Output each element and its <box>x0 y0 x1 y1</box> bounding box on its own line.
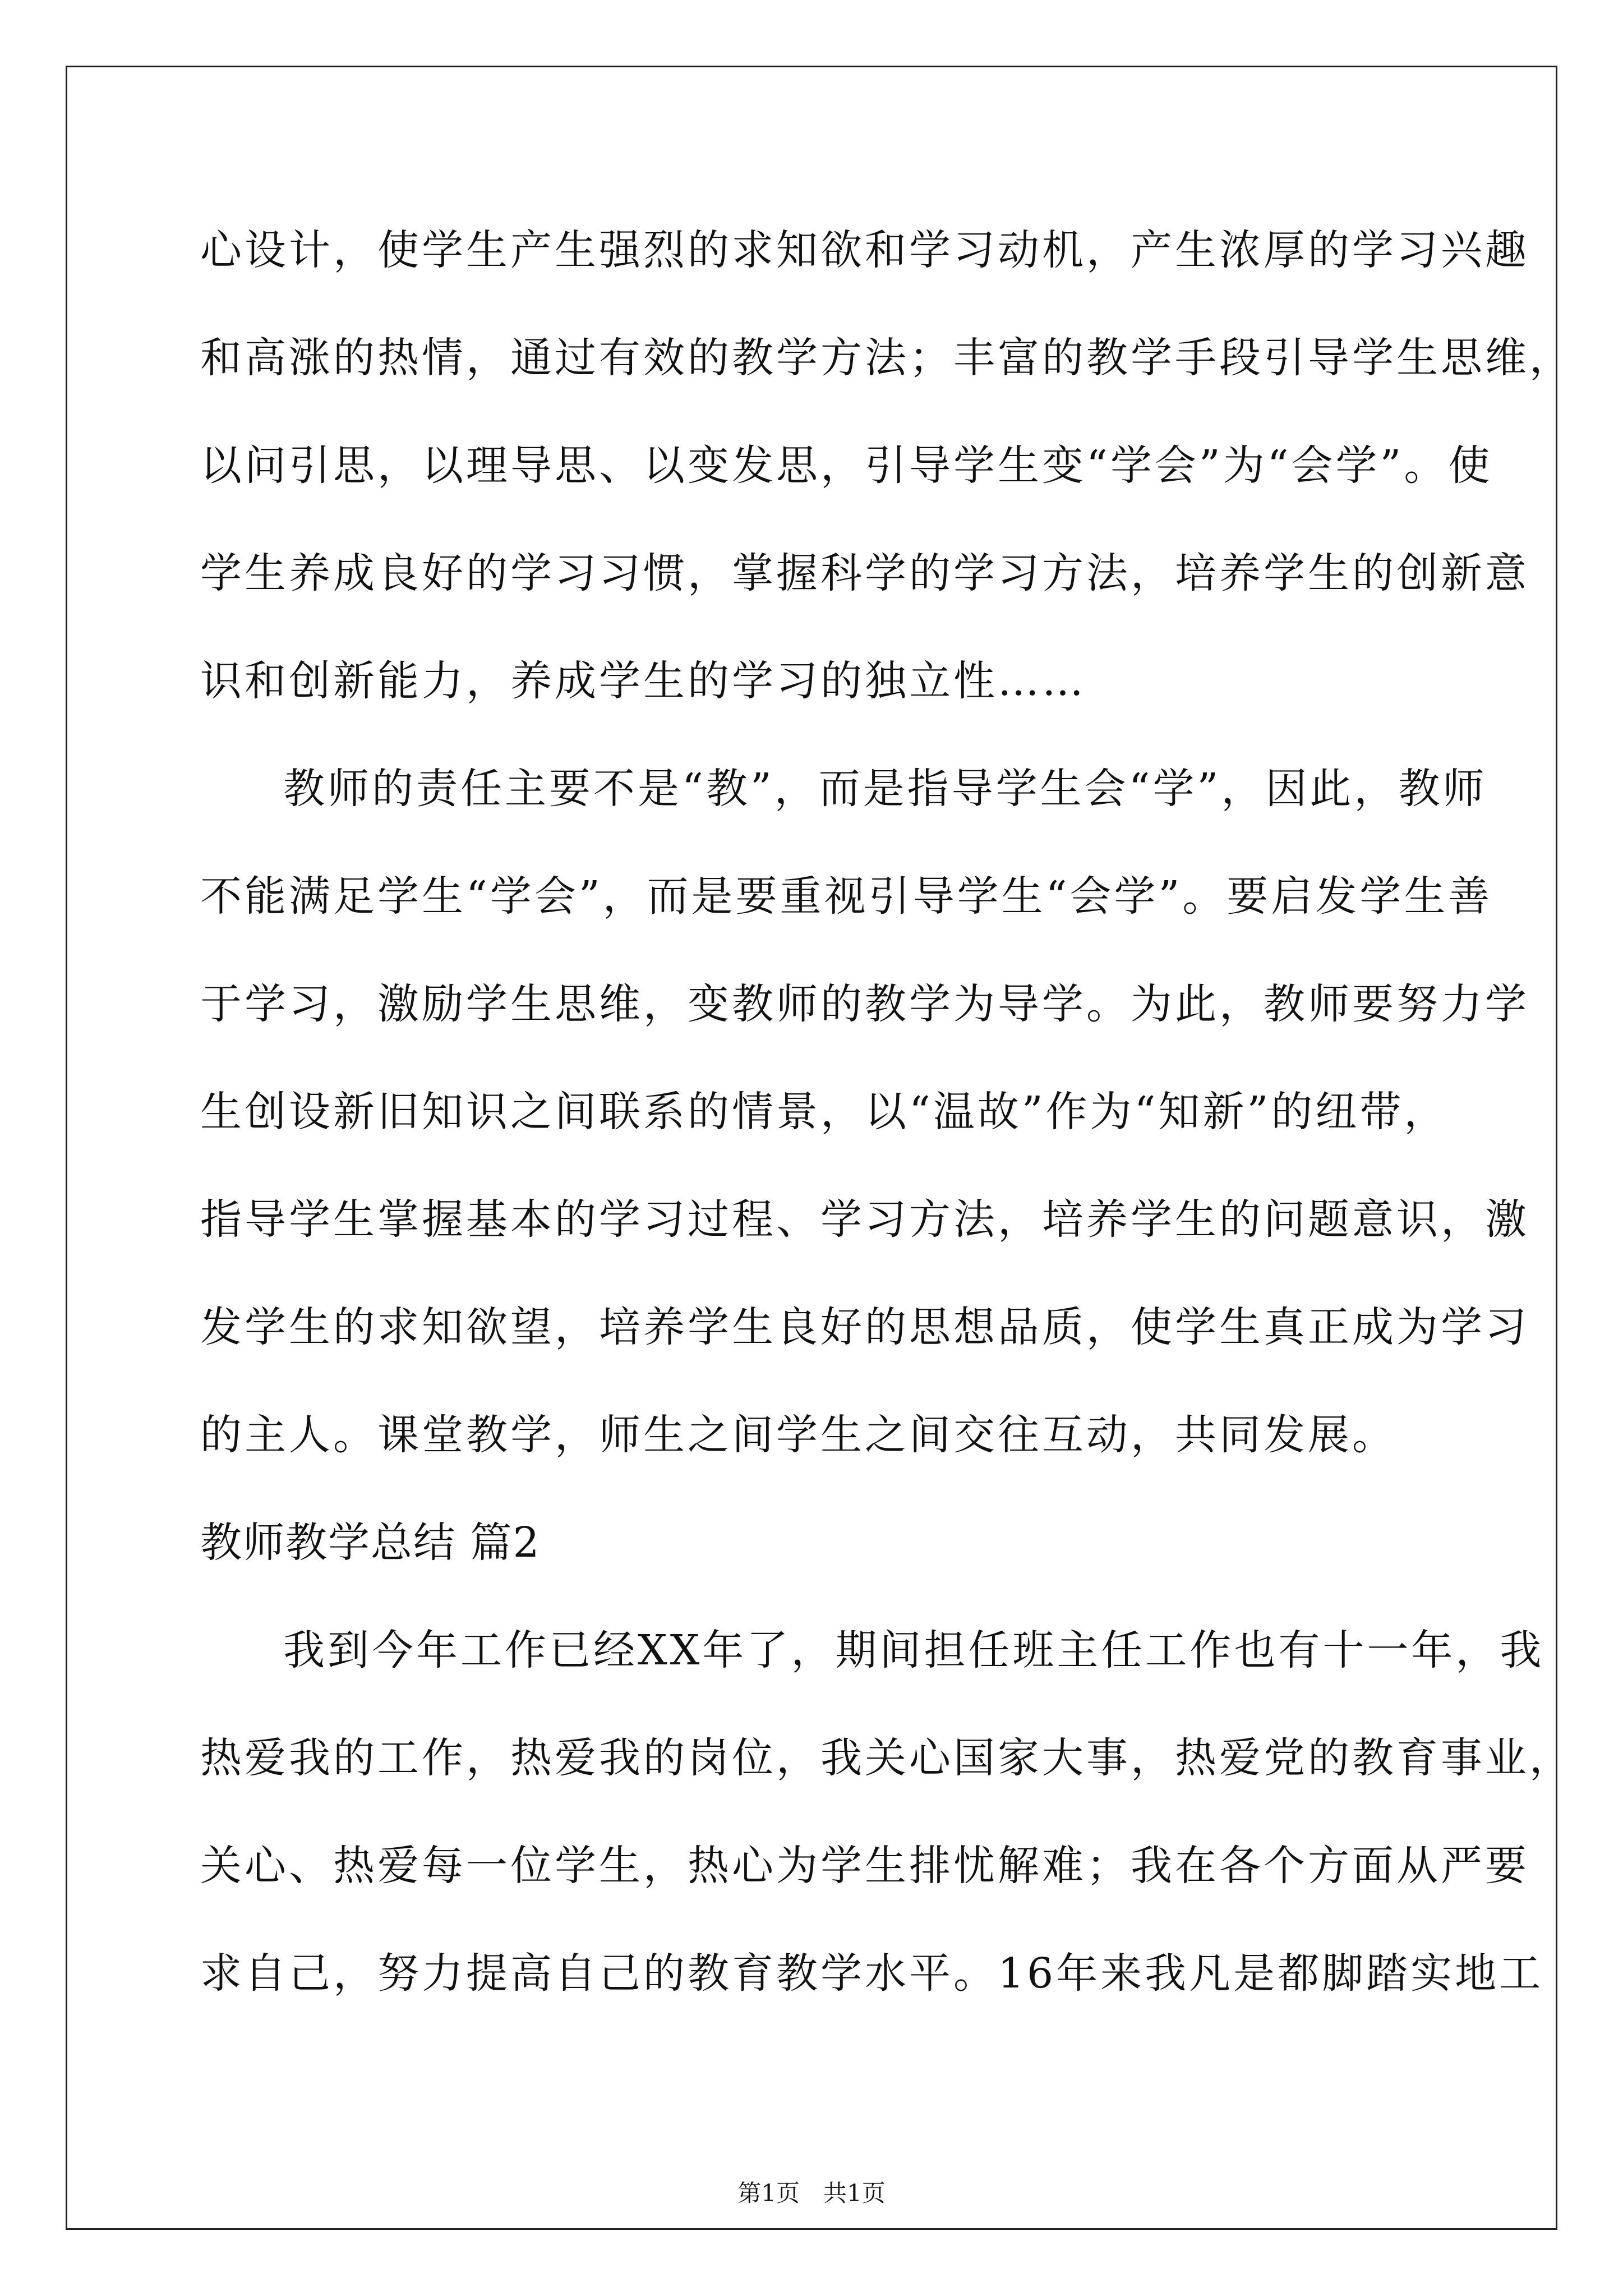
text-line: 热爱我的工作，热爱我的岗位，我关心国家大事，热爱党的教育事业， <box>200 1734 1574 1782</box>
text-line: 生创设新旧知识之间联系的情景，以“温故”作为“知新”的纽带， <box>200 1088 1449 1136</box>
text-line: 我到今年工作已经XX年了，期间担任班主任工作也有十一年，我 <box>283 1626 1544 1674</box>
text-line: 求自己，努力提高自己的教育教学水平。16年来我凡是都脚踏实地工 <box>200 1949 1544 1998</box>
section-heading: 教师教学总结 篇2 <box>200 1519 541 1567</box>
text-line: 于学习，激励学生思维，变教师的教学为导学。为此，教师要努力学 <box>200 980 1529 1028</box>
text-line: 教师的责任主要不是“教”，而是指导学生会“学”，因此，教师 <box>283 765 1487 813</box>
document-body <box>200 219 1574 2050</box>
text-line: 指导学生掌握基本的学习过程、学习方法，培养学生的问题意识，激 <box>200 1195 1529 1244</box>
text-line: 关心、热爱每一位学生，热心为学生排忧解难；我在各个方面从严要 <box>200 1842 1529 1890</box>
text-line: 心设计，使学生产生强烈的求知欲和学习动机，产生浓厚的学习兴趣 <box>200 226 1529 274</box>
text-line: 以问引思，以理导思、以变发思，引导学生变“学会”为“会学”。使 <box>200 441 1493 490</box>
page-footer: 第1页 共1页 <box>737 2179 886 2207</box>
text-line: 学生养成良好的学习习惯，掌握科学的学习方法，培养学生的创新意 <box>200 549 1529 597</box>
text-line: 的主人。课堂教学，师生之间学生之间交往互动，共同发展。 <box>200 1411 1396 1459</box>
text-line: 发学生的求知欲望，培养学生良好的思想品质，使学生真正成为学习 <box>200 1303 1529 1351</box>
text-line: 和高涨的热情，通过有效的教学方法；丰富的教学手段引导学生思维， <box>200 334 1574 382</box>
text-line: 识和创新能力，养成学生的学习的独立性…… <box>200 657 1086 705</box>
text-line: 不能满足学生“学会”，而是要重视引导学生“会学”。要启发学生善 <box>200 872 1493 921</box>
